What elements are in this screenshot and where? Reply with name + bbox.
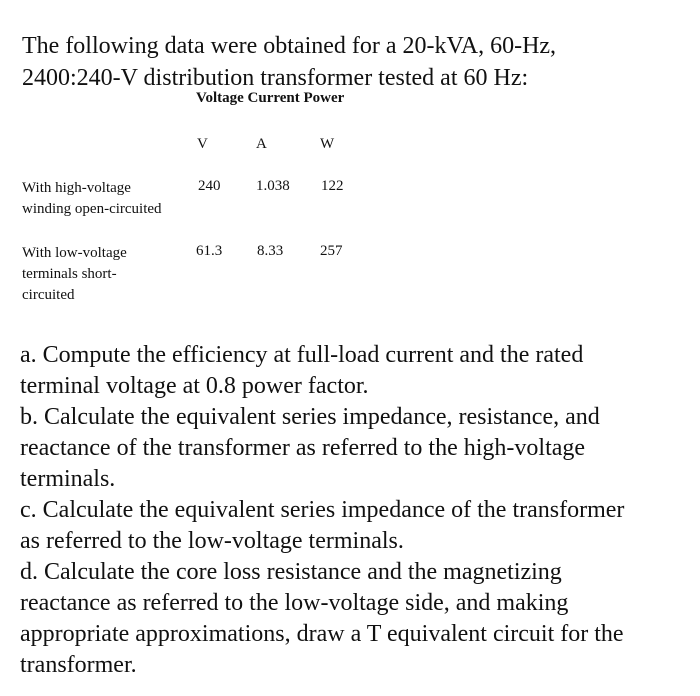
- question-line: a. Compute the efficiency at full-load current and the rated: [20, 342, 584, 368]
- problem-intro: [22, 30, 682, 94]
- row-label-open-circuit: With high-voltage winding open-circuited: [22, 180, 162, 217]
- question-line: reactance as referred to the low-voltage side, and making: [20, 590, 569, 616]
- question-line: c. Calculate the equivalent series impedance of the transformer: [20, 497, 625, 523]
- question-line: reactance of the transformer as referred to the high-voltage: [20, 435, 586, 461]
- oc-current-value: 1.038: [256, 178, 290, 194]
- oc-power-value: 122: [321, 178, 344, 194]
- sc-voltage-value: 61.3: [196, 243, 223, 259]
- question-line: d. Calculate the core loss resistance and the magnetizing: [20, 559, 562, 585]
- row-label-short-circuit: With low-voltage terminals short- circuited: [22, 245, 127, 303]
- question-line: transformer.: [20, 652, 137, 678]
- table-header: Voltage Current Power: [196, 90, 345, 106]
- unit-amps: A: [256, 136, 267, 152]
- unit-volts: V: [197, 136, 208, 152]
- question-line: terminal voltage at 0.8 power factor.: [20, 373, 369, 399]
- question-line: appropriate approximations, draw a T equivalent circuit for the: [20, 621, 624, 647]
- question-line: b. Calculate the equivalent series impedance, resistance, and: [20, 404, 600, 430]
- oc-voltage-value: 240: [198, 178, 221, 194]
- intro-line: The following data were obtained for a 20-kVA, 60-Hz,: [22, 33, 557, 59]
- question-list: [20, 340, 695, 681]
- sc-power-value: 257: [320, 243, 343, 259]
- sc-current-value: 8.33: [257, 243, 284, 259]
- question-line: terminals.: [20, 466, 116, 492]
- intro-line: 2400:240-V distribution transformer tested at 60 Hz:: [22, 65, 529, 91]
- unit-watts: W: [320, 136, 335, 152]
- question-line: as referred to the low-voltage terminals.: [20, 528, 404, 554]
